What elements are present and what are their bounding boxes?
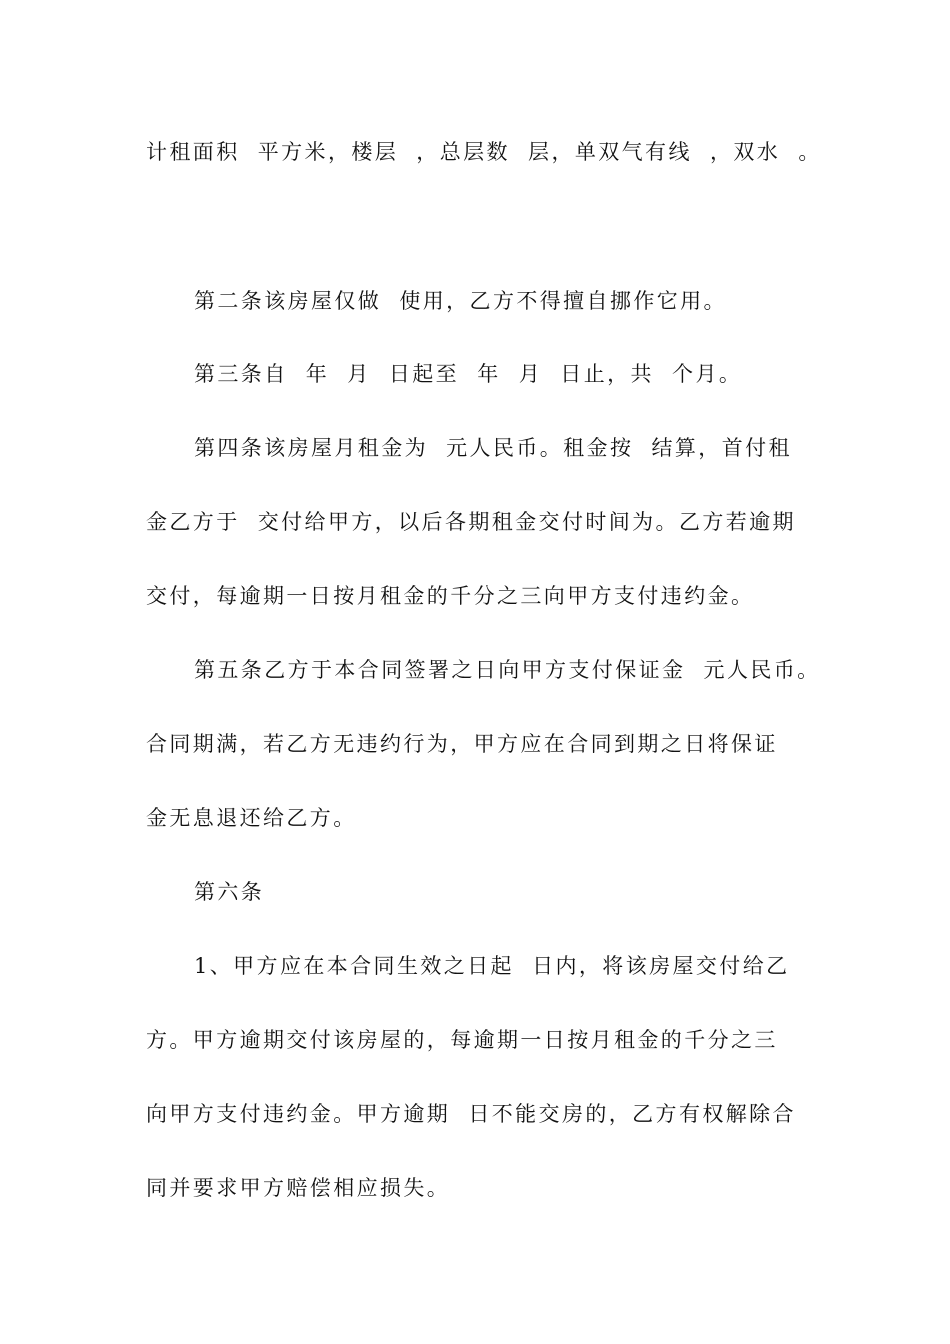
clause-2: 第二条该房屋仅做 使用，乙方不得擅自挪作它用。 bbox=[194, 289, 727, 313]
clause-4-line-3: 交付，每逾期一日按月租金的千分之三向甲方支付违约金。 bbox=[146, 584, 755, 608]
clause-4-line-1: 第四条该房屋月租金为 元人民币。租金按 结算，首付租 bbox=[194, 436, 792, 460]
clause-6-item-1-line-1: 1、甲方应在本合同生效之日起 日内，将该房屋交付给乙 bbox=[194, 954, 790, 978]
line-rent-area: 计租面积 平方米，楼层 ，总层数 层，单双气有线 ，双水 。 bbox=[146, 140, 822, 164]
clause-3: 第三条自 年 月 日起至 年 月 日止，共 个月。 bbox=[194, 362, 743, 386]
clause-5-line-2: 合同期满，若乙方无违约行为，甲方应在合同到期之日将保证 bbox=[146, 732, 778, 756]
clause-6-item-1-line-2: 方。甲方逾期交付该房屋的，每逾期一日按月租金的千分之三 bbox=[146, 1028, 778, 1052]
clause-5-line-3: 金无息退还给乙方。 bbox=[146, 806, 357, 830]
clause-6-heading: 第六条 bbox=[194, 880, 265, 904]
clause-5-line-1: 第五条乙方于本合同签署之日向甲方支付保证金 元人民币。 bbox=[194, 658, 821, 682]
clause-4-line-2: 金乙方于 交付给甲方，以后各期租金交付时间为。乙方若逾期 bbox=[146, 510, 796, 534]
clause-6-item-1-line-3: 向甲方支付违约金。甲方逾期 日不能交房的，乙方有权解除合 bbox=[146, 1102, 796, 1126]
clause-6-item-1-line-4: 同并要求甲方赔偿相应损失。 bbox=[146, 1176, 451, 1200]
